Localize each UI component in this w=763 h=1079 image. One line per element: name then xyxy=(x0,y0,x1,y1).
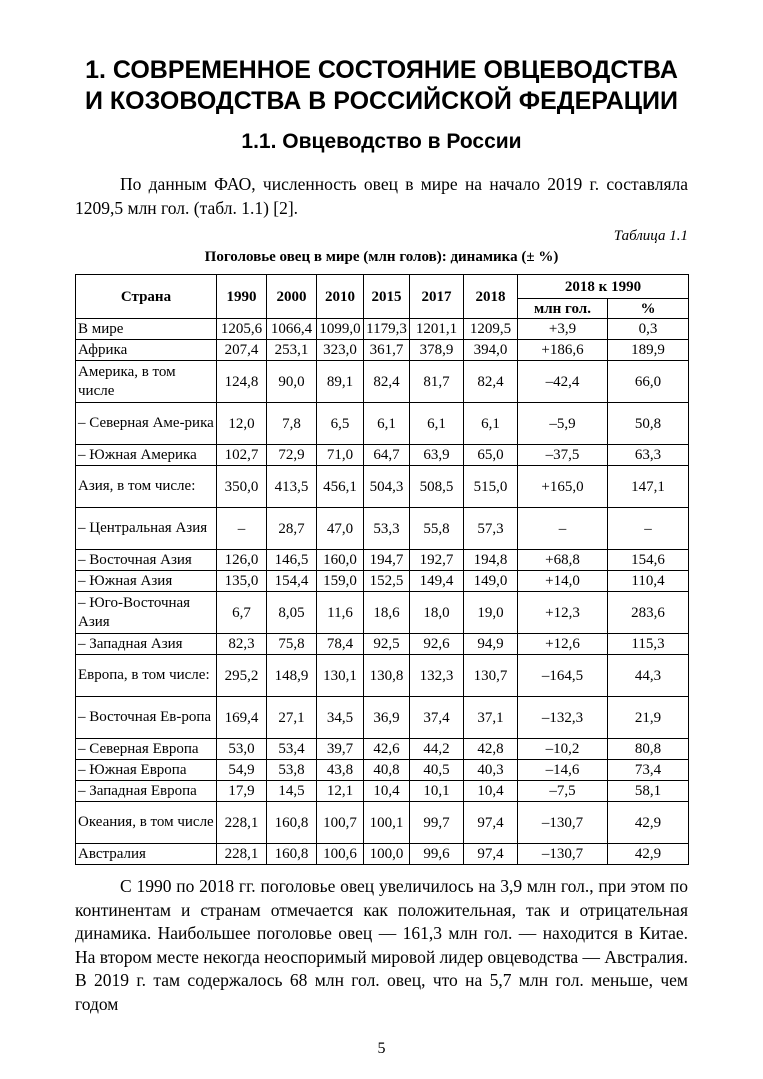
cell-y2015: 36,9 xyxy=(364,697,410,739)
cell-abs: –5,9 xyxy=(518,403,608,445)
cell-y2010: 47,0 xyxy=(317,508,364,550)
cell-pct: 21,9 xyxy=(608,697,689,739)
cell-y2018: 1209,5 xyxy=(464,319,518,340)
cell-y2000: 154,4 xyxy=(267,571,317,592)
cell-y2015: 10,4 xyxy=(364,781,410,802)
cell-y2010: 130,1 xyxy=(317,655,364,697)
cell-y2010: 100,6 xyxy=(317,844,364,865)
cell-pct: 115,3 xyxy=(608,634,689,655)
table-row xyxy=(76,445,689,466)
table-row xyxy=(76,655,689,697)
cell-y2018: 42,8 xyxy=(464,739,518,760)
table-row xyxy=(76,508,689,550)
cell-y2010: 323,0 xyxy=(317,340,364,361)
cell-y2000: 53,8 xyxy=(267,760,317,781)
cell-y1990: 54,9 xyxy=(217,760,267,781)
cell-y2000: 28,7 xyxy=(267,508,317,550)
cell-abs: – xyxy=(518,508,608,550)
cell-abs: +68,8 xyxy=(518,550,608,571)
cell-abs: +165,0 xyxy=(518,466,608,508)
table-row xyxy=(76,319,689,340)
cell-pct: 58,1 xyxy=(608,781,689,802)
cell-pct: 283,6 xyxy=(608,592,689,634)
cell-y2015: 130,8 xyxy=(364,655,410,697)
cell-abs: –37,5 xyxy=(518,445,608,466)
cell-y2010: 6,5 xyxy=(317,403,364,445)
cell-country: Америка, в том числе xyxy=(76,361,217,403)
cell-y1990: 124,8 xyxy=(217,361,267,403)
cell-y2018: 194,8 xyxy=(464,550,518,571)
closing-paragraph: С 1990 по 2018 гг. поголовье овец увеличилось на 3,9 млн гол., при этом по континентам и странам отмечается как положительная, так и отрицательная динамика. Наибольшее поголовье овец — 161,3 млн гол. — находится в Китае. На втором месте некогда неоспоримый мировой лидер овцеводства — Австралия. В 2019 г. там содержалось 68 млн гол. овец, что на 5,7 млн гол. меньше, чем годом xyxy=(75,876,688,1014)
cell-pct: 154,6 xyxy=(608,550,689,571)
cell-pct: 110,4 xyxy=(608,571,689,592)
cell-y2015: 40,8 xyxy=(364,760,410,781)
cell-y2000: 27,1 xyxy=(267,697,317,739)
cell-abs: –132,3 xyxy=(518,697,608,739)
cell-y2018: 37,1 xyxy=(464,697,518,739)
cell-y2017: 132,3 xyxy=(410,655,464,697)
cell-y2017: 37,4 xyxy=(410,697,464,739)
cell-y1990: 228,1 xyxy=(217,802,267,844)
cell-country: Африка xyxy=(76,340,217,361)
cell-y2015: 100,1 xyxy=(364,802,410,844)
cell-country: – Западная Азия xyxy=(76,634,217,655)
table-row xyxy=(76,760,689,781)
table-row xyxy=(76,361,689,403)
cell-y1990: 135,0 xyxy=(217,571,267,592)
cell-y2018: 97,4 xyxy=(464,802,518,844)
cell-country: – Южная Европа xyxy=(76,760,217,781)
cell-y2000: 8,05 xyxy=(267,592,317,634)
cell-y2018: 10,4 xyxy=(464,781,518,802)
header-change-group: 2018 к 1990 xyxy=(518,275,689,299)
table-row xyxy=(76,844,689,865)
cell-country: – Центральная Азия xyxy=(76,508,217,550)
header-change-pct: % xyxy=(608,299,689,319)
cell-y2010: 12,1 xyxy=(317,781,364,802)
cell-y2010: 100,7 xyxy=(317,802,364,844)
cell-y2000: 1066,4 xyxy=(267,319,317,340)
cell-y2018: 130,7 xyxy=(464,655,518,697)
intro-paragraph: По данным ФАО, численность овец в мире на начало 2019 г. составляла 1209,5 млн гол. (табл. 1.1) [2]. xyxy=(75,174,688,218)
table-row xyxy=(76,802,689,844)
cell-y1990: 295,2 xyxy=(217,655,267,697)
cell-pct: 42,9 xyxy=(608,844,689,865)
cell-y2015: 18,6 xyxy=(364,592,410,634)
cell-abs: +186,6 xyxy=(518,340,608,361)
cell-y1990: 1205,6 xyxy=(217,319,267,340)
cell-abs: –130,7 xyxy=(518,844,608,865)
cell-abs: –42,4 xyxy=(518,361,608,403)
header-year-2017: 2017 xyxy=(410,275,464,319)
table-row xyxy=(76,403,689,445)
cell-pct: 50,8 xyxy=(608,403,689,445)
cell-pct: – xyxy=(608,508,689,550)
cell-y1990: 228,1 xyxy=(217,844,267,865)
cell-y2018: 82,4 xyxy=(464,361,518,403)
table-row xyxy=(76,340,689,361)
cell-y1990: 126,0 xyxy=(217,550,267,571)
cell-country: – Южная Америка xyxy=(76,445,217,466)
cell-y2017: 44,2 xyxy=(410,739,464,760)
chapter-title-line-2: И КОЗОВОДСТВА В РОССИЙСКОЙ ФЕДЕРАЦИИ xyxy=(84,87,678,115)
cell-y2000: 90,0 xyxy=(267,361,317,403)
chapter-title xyxy=(40,55,723,117)
cell-pct: 189,9 xyxy=(608,340,689,361)
cell-y2017: 55,8 xyxy=(410,508,464,550)
cell-y2017: 18,0 xyxy=(410,592,464,634)
chapter-title-line-1: 1. СОВРЕМЕННОЕ СОСТОЯНИЕ ОВЦЕВОДСТВА xyxy=(85,56,678,84)
cell-y1990: 53,0 xyxy=(217,739,267,760)
cell-y2017: 99,6 xyxy=(410,844,464,865)
cell-y2000: 53,4 xyxy=(267,739,317,760)
cell-country: – Северная Европа xyxy=(76,739,217,760)
table-row xyxy=(76,739,689,760)
cell-y2017: 92,6 xyxy=(410,634,464,655)
header-year-2015: 2015 xyxy=(364,275,410,319)
cell-pct: 44,3 xyxy=(608,655,689,697)
table-row xyxy=(76,592,689,634)
cell-y2017: 508,5 xyxy=(410,466,464,508)
header-change-abs: млн гол. xyxy=(518,299,608,319)
cell-pct: 63,3 xyxy=(608,445,689,466)
cell-y1990: 207,4 xyxy=(217,340,267,361)
cell-country: – Юго-Восточная Азия xyxy=(76,592,217,634)
cell-country: – Восточная Ев-ропа xyxy=(76,697,217,739)
table-row xyxy=(76,466,689,508)
cell-y2000: 75,8 xyxy=(267,634,317,655)
cell-pct: 66,0 xyxy=(608,361,689,403)
cell-country: – Восточная Азия xyxy=(76,550,217,571)
header-year-2018: 2018 xyxy=(464,275,518,319)
cell-y2017: 10,1 xyxy=(410,781,464,802)
cell-abs: +3,9 xyxy=(518,319,608,340)
cell-abs: –130,7 xyxy=(518,802,608,844)
cell-y2017: 378,9 xyxy=(410,340,464,361)
cell-y2000: 148,9 xyxy=(267,655,317,697)
cell-y2010: 11,6 xyxy=(317,592,364,634)
cell-y2015: 64,7 xyxy=(364,445,410,466)
cell-y2017: 192,7 xyxy=(410,550,464,571)
cell-abs: –10,2 xyxy=(518,739,608,760)
cell-y2015: 361,7 xyxy=(364,340,410,361)
cell-y2018: 19,0 xyxy=(464,592,518,634)
cell-abs: +12,3 xyxy=(518,592,608,634)
cell-y2018: 57,3 xyxy=(464,508,518,550)
cell-y2000: 72,9 xyxy=(267,445,317,466)
cell-y2018: 97,4 xyxy=(464,844,518,865)
cell-country: В мире xyxy=(76,319,217,340)
cell-y2000: 253,1 xyxy=(267,340,317,361)
cell-pct: 80,8 xyxy=(608,739,689,760)
cell-y2010: 456,1 xyxy=(317,466,364,508)
cell-country: Австралия xyxy=(76,844,217,865)
table-row xyxy=(76,550,689,571)
header-year-2010: 2010 xyxy=(317,275,364,319)
cell-country: – Южная Азия xyxy=(76,571,217,592)
cell-y2010: 34,5 xyxy=(317,697,364,739)
cell-y2010: 1099,0 xyxy=(317,319,364,340)
cell-y2015: 194,7 xyxy=(364,550,410,571)
cell-abs: –14,6 xyxy=(518,760,608,781)
table-body xyxy=(76,319,689,865)
cell-pct: 42,9 xyxy=(608,802,689,844)
cell-y2000: 7,8 xyxy=(267,403,317,445)
cell-country: Азия, в том числе: xyxy=(76,466,217,508)
cell-y2015: 152,5 xyxy=(364,571,410,592)
cell-y2000: 160,8 xyxy=(267,844,317,865)
cell-y2010: 43,8 xyxy=(317,760,364,781)
cell-y1990: 12,0 xyxy=(217,403,267,445)
cell-y2015: 100,0 xyxy=(364,844,410,865)
cell-abs: –7,5 xyxy=(518,781,608,802)
cell-pct: 0,3 xyxy=(608,319,689,340)
cell-y2000: 146,5 xyxy=(267,550,317,571)
page-number: 5 xyxy=(377,1040,386,1057)
cell-y2015: 6,1 xyxy=(364,403,410,445)
cell-y1990: 17,9 xyxy=(217,781,267,802)
cell-y2017: 149,4 xyxy=(410,571,464,592)
cell-y2000: 14,5 xyxy=(267,781,317,802)
header-year-1990: 1990 xyxy=(217,275,267,319)
cell-y2017: 63,9 xyxy=(410,445,464,466)
table-row xyxy=(76,634,689,655)
cell-y2010: 71,0 xyxy=(317,445,364,466)
cell-y2010: 78,4 xyxy=(317,634,364,655)
cell-y2017: 6,1 xyxy=(410,403,464,445)
cell-country: – Западная Европа xyxy=(76,781,217,802)
cell-y2018: 149,0 xyxy=(464,571,518,592)
table-row xyxy=(76,571,689,592)
cell-y2018: 6,1 xyxy=(464,403,518,445)
cell-country: – Северная Аме-рика xyxy=(76,403,217,445)
cell-y2015: 53,3 xyxy=(364,508,410,550)
cell-y2017: 1201,1 xyxy=(410,319,464,340)
table-label: Таблица 1.1 xyxy=(613,228,688,244)
cell-y2018: 515,0 xyxy=(464,466,518,508)
cell-y2015: 82,4 xyxy=(364,361,410,403)
cell-y1990: – xyxy=(217,508,267,550)
cell-y1990: 350,0 xyxy=(217,466,267,508)
cell-y2010: 159,0 xyxy=(317,571,364,592)
cell-y2000: 413,5 xyxy=(267,466,317,508)
cell-y2015: 1179,3 xyxy=(364,319,410,340)
header-year-2000: 2000 xyxy=(267,275,317,319)
cell-y1990: 6,7 xyxy=(217,592,267,634)
cell-y2015: 42,6 xyxy=(364,739,410,760)
cell-y1990: 82,3 xyxy=(217,634,267,655)
cell-y2018: 65,0 xyxy=(464,445,518,466)
cell-pct: 73,4 xyxy=(608,760,689,781)
cell-country: Океания, в том числе xyxy=(76,802,217,844)
cell-y2015: 504,3 xyxy=(364,466,410,508)
cell-y1990: 102,7 xyxy=(217,445,267,466)
sheep-population-table xyxy=(75,274,689,865)
header-country: Страна xyxy=(76,275,217,319)
cell-abs: +14,0 xyxy=(518,571,608,592)
cell-y2010: 39,7 xyxy=(317,739,364,760)
table-caption: Поголовье овец в мире (млн голов): динамика (± %) xyxy=(204,249,559,265)
cell-y2018: 394,0 xyxy=(464,340,518,361)
cell-y1990: 169,4 xyxy=(217,697,267,739)
cell-y2017: 40,5 xyxy=(410,760,464,781)
cell-y2010: 89,1 xyxy=(317,361,364,403)
cell-country: Европа, в том числе: xyxy=(76,655,217,697)
cell-y2018: 94,9 xyxy=(464,634,518,655)
cell-y2017: 81,7 xyxy=(410,361,464,403)
cell-pct: 147,1 xyxy=(608,466,689,508)
cell-y2018: 40,3 xyxy=(464,760,518,781)
table-row xyxy=(76,697,689,739)
cell-y2000: 160,8 xyxy=(267,802,317,844)
table-row xyxy=(76,781,689,802)
cell-abs: –164,5 xyxy=(518,655,608,697)
section-title: 1.1. Овцеводство в России xyxy=(241,130,522,153)
cell-y2015: 92,5 xyxy=(364,634,410,655)
cell-y2010: 160,0 xyxy=(317,550,364,571)
cell-y2017: 99,7 xyxy=(410,802,464,844)
cell-abs: +12,6 xyxy=(518,634,608,655)
